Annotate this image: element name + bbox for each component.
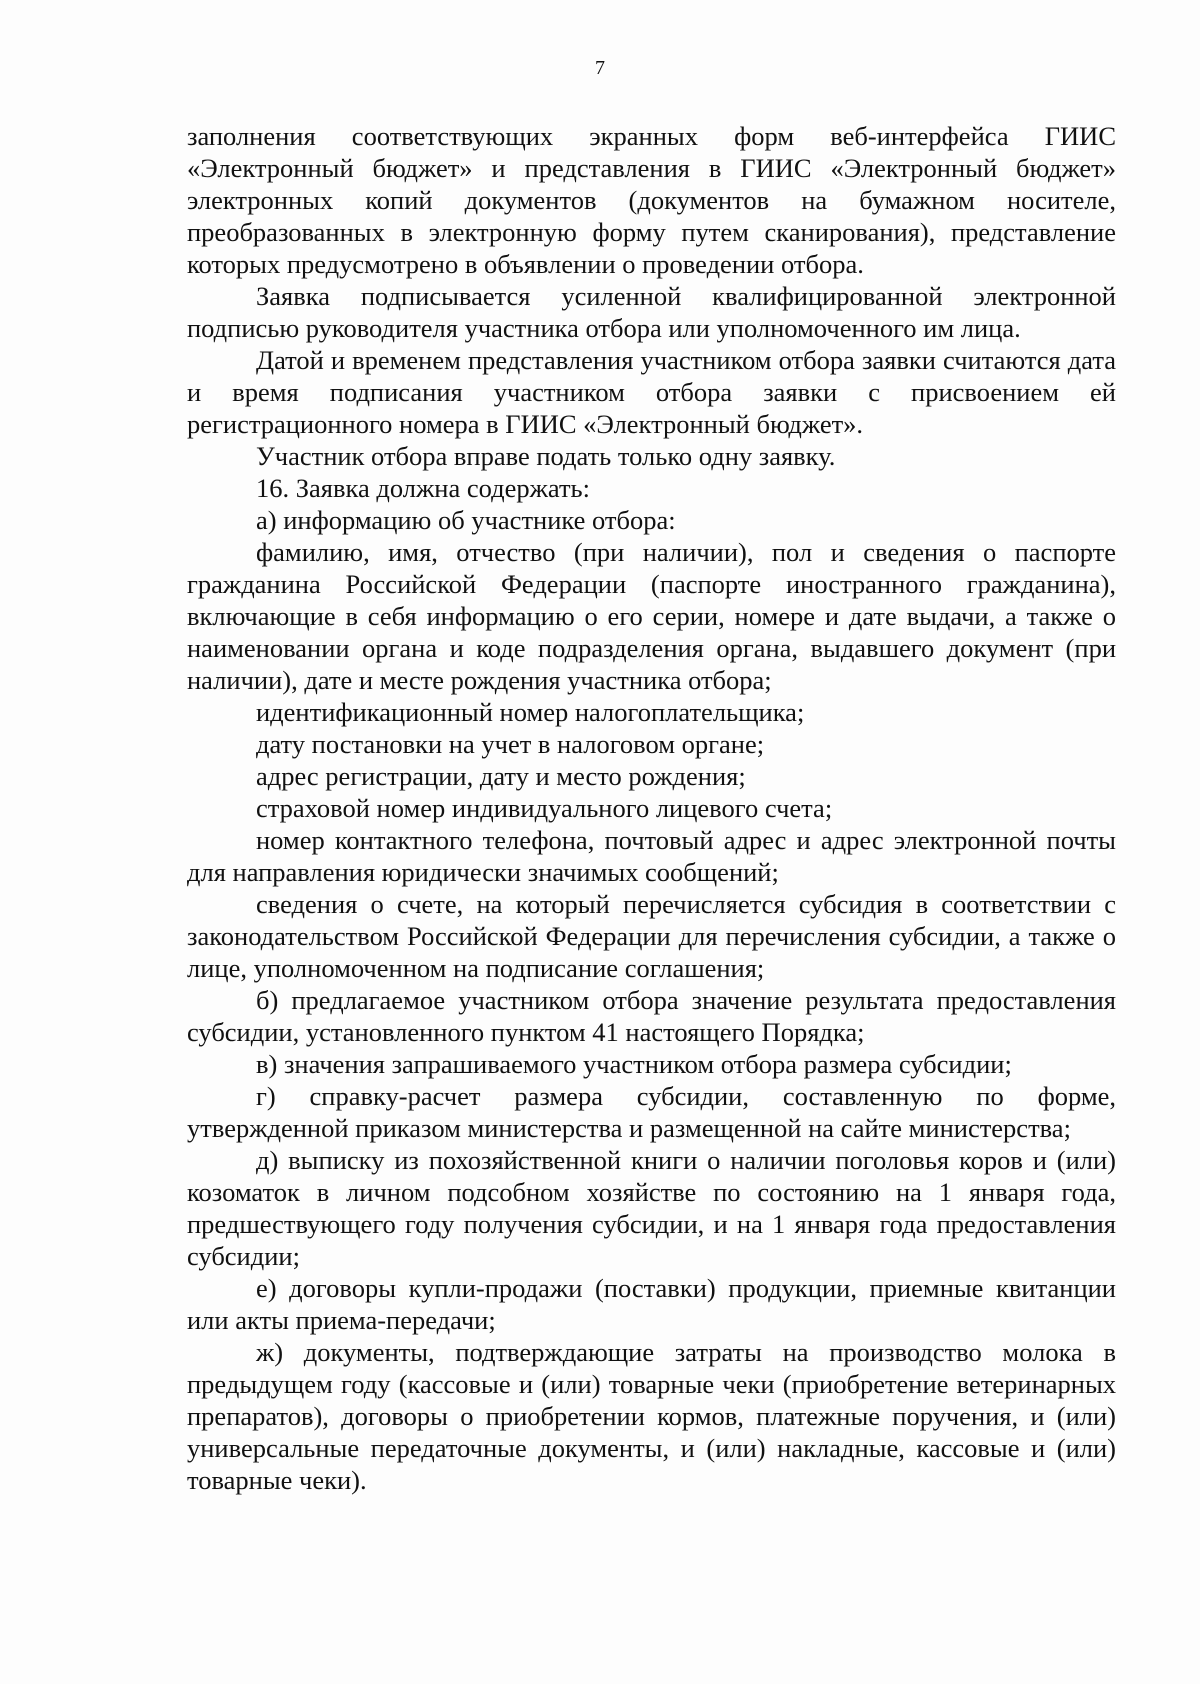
paragraph-3: Датой и временем представления участником отбора заявки считаются дата и время подписания участником отбора заявки с присвоением ей регистрационного номера в ГИИС «Электронный бюджет».: [187, 345, 1116, 439]
paragraph-15: в) значения запрашиваемого участником отбора размера субсидии;: [256, 1049, 1012, 1079]
paragraph-5: 16. Заявка должна содержать:: [256, 473, 590, 503]
paragraph-14: б) предлагаемое участником отбора значение результата предоставления субсидии, установленного пунктом 41 настоящего Порядка;: [187, 985, 1116, 1047]
paragraph-4: Участник отбора вправе подать только одну заявку.: [256, 441, 836, 471]
paragraph-17: д) выписку из похозяйственной книги о наличии поголовья коров и (или) козоматок в личном подсобном хозяйстве по состоянию на 1 января года, предшествующего году получения субсидии, и на 1 января года предоставления субсидии;: [187, 1145, 1116, 1271]
paragraph-8: идентификационный номер налогоплательщика;: [256, 697, 805, 727]
paragraph-13: сведения о счете, на который перечисляется субсидия в соответствии с законодательством Российской Федерации для перечисления субсидии, а также о лице, уполномоченном на подписание соглашения;: [187, 889, 1116, 983]
document-body: [187, 120, 1116, 1496]
paragraph-10: адрес регистрации, дату и место рождения;: [256, 761, 746, 791]
paragraph-2: Заявка подписывается усиленной квалифицированной электронной подписью руководителя участника отбора или уполномоченного им лица.: [187, 281, 1116, 343]
paragraph-18: е) договоры купли-продажи (поставки) продукции, приемные квитанции или акты приема-передачи;: [187, 1273, 1116, 1335]
paragraph-16: г) справку-расчет размера субсидии, составленную по форме, утвержденной приказом министерства и размещенной на сайте министерства;: [187, 1081, 1116, 1143]
paragraph-6: а) информацию об участнике отбора:: [256, 505, 676, 535]
paragraph-19: ж) документы, подтверждающие затраты на производство молока в предыдущем году (кассовые и (или) товарные чеки (приобретение ветеринарных препаратов), договоры о приобретении кормов, платежные поручения, и (или) универсальные передаточные документы, и (или) накладные, кассовые и (или) товарные чеки).: [187, 1337, 1116, 1495]
paragraph-1: заполнения соответствующих экранных форм веб-интерфейса ГИИС «Электронный бюджет» и представления в ГИИС «Электронный бюджет» электронных копий документов (документов на бумажном носителе, преобразованных в электронную форму путем сканирования), представление которых предусмотрено в объявлении о проведении отбора.: [187, 121, 1116, 279]
paragraph-9: дату постановки на учет в налоговом органе;: [256, 729, 765, 759]
paragraph-11: страховой номер индивидуального лицевого счета;: [256, 793, 833, 823]
page-number: 7: [595, 57, 605, 79]
paragraph-7: фамилию, имя, отчество (при наличии), пол и сведения о паспорте гражданина Российской Федерации (паспорте иностранного гражданина), включающие в себя информацию о его серии, номере и дате выдачи, а также о наименовании органа и коде подразделения органа, выдавшего документ (при наличии), дате и месте рождения участника отбора;: [187, 537, 1116, 695]
paragraph-12: номер контактного телефона, почтовый адрес и адрес электронной почты для направления юридически значимых сообщений;: [187, 825, 1116, 887]
